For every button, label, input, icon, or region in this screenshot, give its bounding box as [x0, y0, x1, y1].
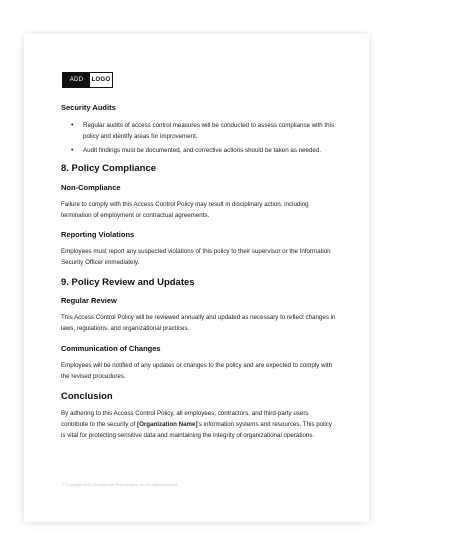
regular-review-text: This Access Control Policy will be reviewed annually and updated as necessary to reflect changes in laws, regulations, and organizational practices. [61, 314, 336, 332]
logo-add-text: ADD [63, 73, 90, 87]
communication-heading: Communication of Changes [61, 344, 161, 353]
conclusion-text [61, 408, 336, 441]
policy-review-heading: 9. Policy Review and Updates [61, 277, 195, 288]
reporting-violations-heading: Reporting Violations [61, 230, 135, 239]
non-compliance-text: Failure to comply with this Access Control Policy may result in disciplinary action, including termination of employment or contractual agreements. [61, 201, 309, 219]
policy-compliance-heading: 8. Policy Compliance [61, 163, 157, 174]
communication-text: Employees will be notified of any updates or changes to the policy and are expected to comply with the revised procedures. [61, 362, 333, 380]
security-audits-heading: Security Audits [61, 103, 116, 112]
list-item: • Audit findings must be documented, and corrective actions should be taken as needed. [71, 145, 336, 156]
reporting-violations-text: Employees must report any suspected violations of this policy to their supervisor or the Information Security Officer immediately. [61, 248, 331, 266]
conclusion-text-end: 's information systems and resources. This policy is vital for protecting sensitive data and maintaining the integrity of organizational operations. [61, 421, 333, 439]
logo-placeholder [62, 72, 113, 88]
non-compliance-heading: Non-Compliance [61, 183, 121, 192]
conclusion-text-start: By adhering to this Access Control Policy, all employees, contractors, and third-party users contribute to the security of [61, 410, 309, 428]
security-audits-list [71, 120, 336, 156]
list-item: • Regular audits of access control measures will be conducted to assess compliance with this policy and identify areas for improvement. [71, 120, 336, 142]
regular-review-heading: Regular Review [61, 296, 117, 305]
logo-text: LOGO [90, 73, 112, 87]
conclusion-heading: Conclusion [61, 391, 113, 402]
copyright-footer: © Copyright 2024 Template.net Technologies, Inc. All rights reserved. [62, 483, 178, 487]
document-page [24, 34, 369, 522]
organization-name-placeholder: [Organization Name] [137, 421, 198, 428]
